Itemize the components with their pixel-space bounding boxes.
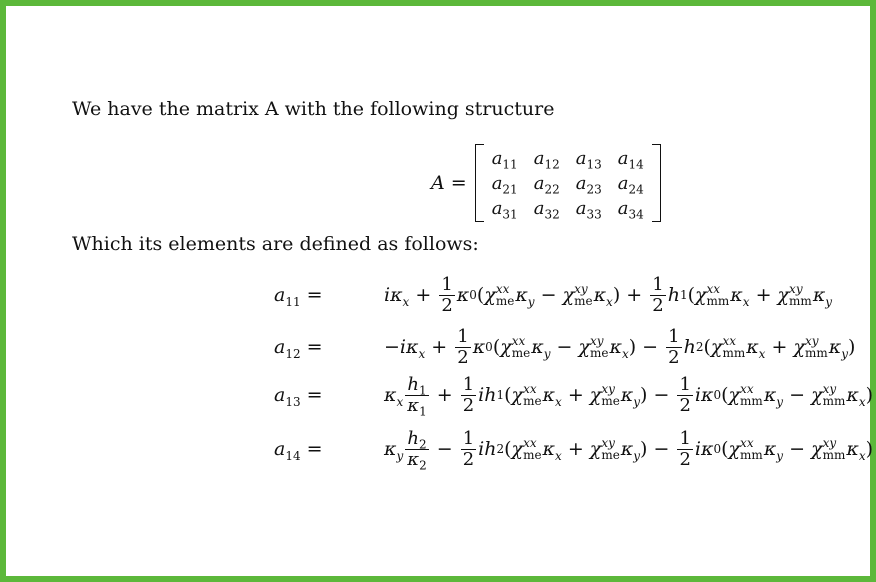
matrix-table — [484, 146, 652, 221]
matrix-cell: $a_{22}$ — [533, 172, 560, 197]
matrix-a — [431, 144, 661, 222]
matrix-cell: $a_{13}$ — [575, 147, 602, 172]
matrix-cell: $a_{23}$ — [575, 172, 602, 197]
equation-a11: $a_{11}$ = $i\kappa_x$ + $\frac{1}{2}$ κ 0 ( χ xx me $\kappa_y$ − χ xy me $\kappa_x$ ) + $\frac{1}{2}$ h 1 ( χ xx mm $\kappa_x$ + χ xy mm $\kappa_y$ — [274, 273, 833, 316]
matrix-cell: $a_{14}$ — [617, 147, 644, 172]
matrix-cell: $a_{11}$ — [491, 147, 518, 172]
matrix-cell: $a_{34}$ — [617, 197, 644, 222]
equation-a12: $a_{12}$ = − $i\kappa_x$ + $\frac{1}{2}$ κ 0 ( χ xx me $\kappa_y$ − χ xy me $\kappa_x$ ) − $\frac{1}{2}$ h 2 ( χ xx mm $\kappa_x$ + χ xy mm $\kappa_y$ ) — [274, 325, 856, 368]
right-bracket — [652, 144, 661, 222]
matrix-cell: $a_{31}$ — [491, 197, 518, 222]
matrix-label: A = — [431, 172, 467, 194]
intro-text: We have the matrix A with the following structure — [72, 98, 555, 120]
matrix-cell: $a_{24}$ — [617, 172, 644, 197]
equation-a13: $a_{13}$ = $\kappa_x$ $\frac{h_1}{\kappa_1}$ + $\frac{1}{2}$ ih 1 ( χ xx me $\kappa_x$ + χ xy me $\kappa_y$ ) − $\frac{1}{2}$ iκ 0 ( χ xx mm $\kappa_y$ − χ xy mm $\kappa_x$ ) — [274, 373, 874, 419]
matrix-cell: $a_{32}$ — [533, 197, 560, 222]
left-bracket — [475, 144, 484, 222]
matrix-cell: $a_{12}$ — [533, 147, 560, 172]
matrix-cell: $a_{21}$ — [491, 172, 518, 197]
definition-text: Which its elements are defined as follows: — [72, 233, 479, 255]
equation-a14: $a_{14}$ = $\kappa_y$ $\frac{h_2}{\kappa_2}$ − $\frac{1}{2}$ ih 2 ( χ xx me $\kappa_x$ + χ xy me $\kappa_y$ ) − $\frac{1}{2}$ iκ 0 ( χ xx mm $\kappa_y$ − χ xy mm $\kappa_x$ ) — [274, 427, 874, 473]
matrix-cell: $a_{33}$ — [575, 197, 602, 222]
